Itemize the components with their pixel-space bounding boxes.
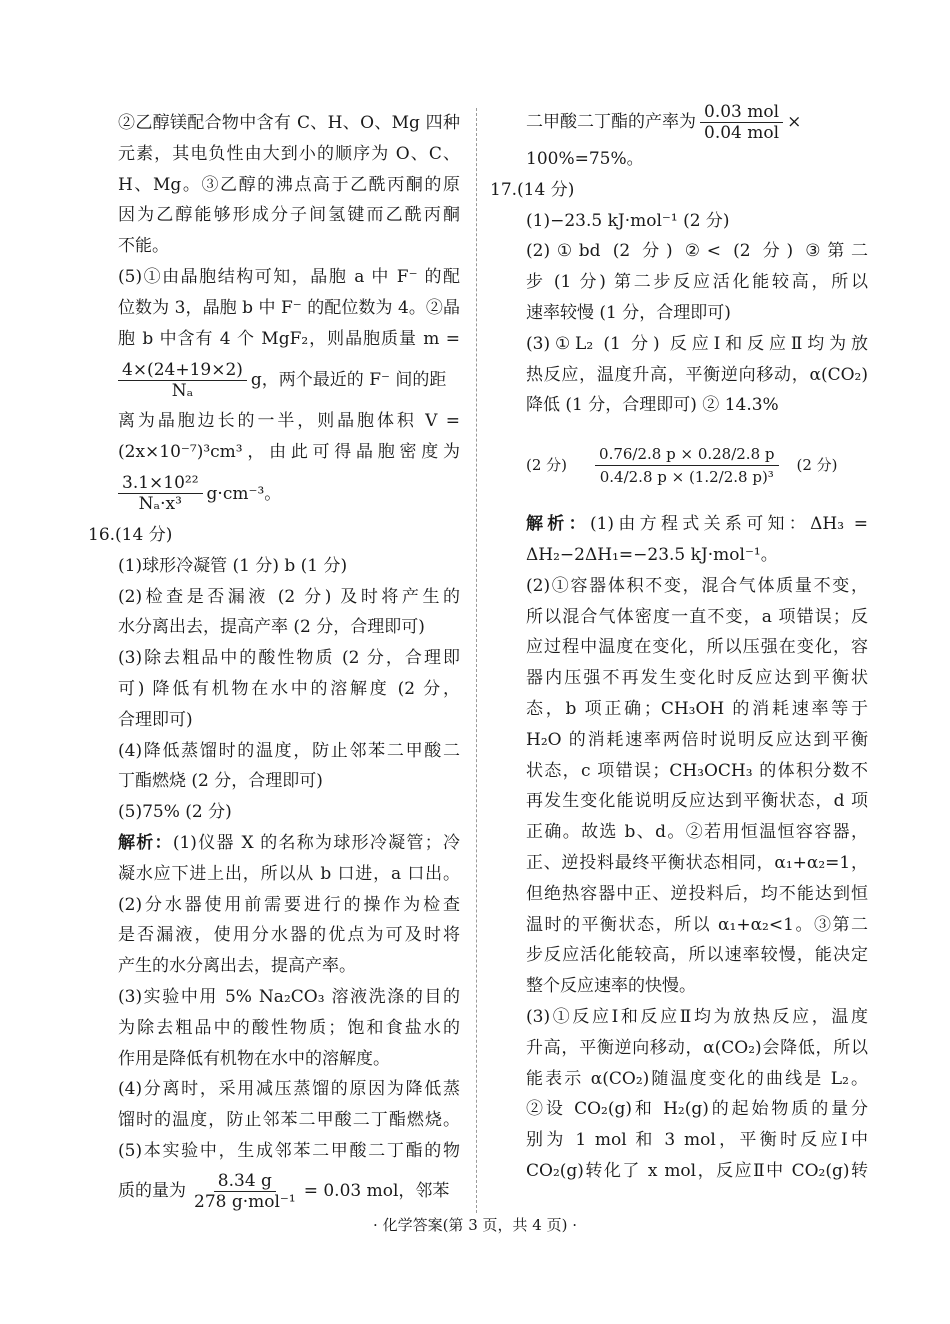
mol-denominator: 278 g·mol⁻¹: [194, 1192, 296, 1213]
analysis-line: 再发生变化能说明反应达到平衡状态，d 项: [526, 791, 868, 812]
question-16-heading: 16.(14 分): [88, 524, 173, 545]
answer-line: (1)−23.5 kJ·mol⁻¹ (2 分): [526, 210, 730, 231]
yield-numerator: 0.03 mol: [700, 102, 783, 123]
analysis-line: ②设 CO₂(g)和 H₂(g)的起始物质的量分: [526, 1099, 868, 1120]
analysis-line: 馏时的温度，防止邻苯二甲酸二丁酯燃烧。: [118, 1110, 460, 1131]
analysis-line: 能表示 α(CO₂)随温度变化的曲线是 L₂。: [526, 1068, 868, 1089]
text-line: (5)①由晶胞结构可知，晶胞 a 中 F⁻ 的配: [118, 266, 460, 287]
answer-line: (2)检查是否漏液 (2 分) 及时将产生的: [118, 586, 460, 607]
analysis-first-line: [88, 828, 460, 859]
density-denominator: Nₐ·x³: [138, 494, 182, 515]
text-line: 元素，其电负性由大到小的顺序为 O、C、: [118, 143, 460, 164]
density-fraction: [118, 473, 203, 514]
text-line: 胞 b 中含有 4 个 MgF₂，则晶胞质量 m =: [118, 328, 460, 349]
kp-fraction: [595, 443, 778, 488]
left-column: [88, 108, 460, 1217]
text-line: 离为晶胞边长的一半，则晶胞体积 V =: [118, 411, 460, 432]
analysis-line: (5)本实验中，生成邻苯二甲酸二丁酯的物: [118, 1140, 460, 1161]
analysis-line: (4)分离时，采用减压蒸馏的原因为降低蒸: [118, 1079, 460, 1100]
kp-suffix: (2 分): [796, 455, 838, 474]
kp-prefix: (2 分): [526, 455, 568, 474]
mass-numerator: 4×(24+19×2): [118, 360, 247, 381]
analysis-line: 整个反应速率的快慢。: [526, 976, 696, 997]
analysis-line: 温时的平衡状态，所以 α₁+α₂<1。③第二: [526, 914, 868, 935]
yield-head: 二甲酸二丁酯的产率为: [526, 111, 696, 132]
answer-line: 降低 (1 分，合理即可) ② 14.3%: [526, 395, 779, 416]
yield-denominator: 0.04 mol: [704, 122, 780, 143]
text-line: 位数为 3，晶胞 b 中 F⁻ 的配位数为 4。②晶: [118, 297, 460, 318]
density-numerator: 3.1×10²²: [118, 473, 203, 494]
mol-fraction: [190, 1171, 300, 1212]
analysis-text: (1)由方程式关系可知：ΔH₃ =: [589, 514, 868, 535]
question-17-heading: 17.(14 分): [490, 179, 575, 200]
text-line: 因为乙醇能够形成分子间氢键而乙酰丙酮: [118, 205, 460, 226]
kp-formula-line: [496, 421, 868, 509]
answer-line: 水分离出去，提高产率 (2 分，合理即可): [118, 617, 425, 638]
analysis-line: 凝水应下进上出，所以从 b 口进，a 口出。: [118, 863, 460, 884]
answer-line: (2)①bd (2 分) ②< (2 分) ③第二: [526, 241, 868, 262]
analysis-line: ΔH₂−2ΔH₁=−23.5 kJ·mol⁻¹。: [526, 544, 778, 565]
answer-line: 速率较慢 (1 分，合理即可): [526, 302, 731, 323]
analysis-line: 所以混合气体密度一直不变，a 项错误；反: [526, 606, 868, 627]
yield-fraction: [700, 102, 783, 143]
answer-line: (1)球形冷凝管 (1 分) b (1 分): [118, 555, 348, 576]
answer-line: (3)①L₂ (1 分) 反应Ⅰ和反应Ⅱ均为放: [526, 333, 868, 354]
text-line: H、Mg。③乙醇的沸点高于乙酰丙酮的原: [118, 174, 460, 195]
analysis-line: (2)①容器体积不变，混合气体质量不变，: [526, 575, 868, 596]
analysis-text: (1)仪器 X 的名称为球形冷凝管；冷: [172, 832, 461, 853]
answer-line: (4)降低蒸馏时的温度，防止邻苯二甲酸二: [118, 740, 460, 761]
analysis-line: 为除去粗品中的酸性物质；饱和食盐水的: [118, 1017, 460, 1038]
analysis-line: 器内压强不再发生变化时反应达到平衡状: [526, 668, 868, 689]
right-column: [490, 101, 868, 1187]
analysis-label: 解析：: [118, 832, 173, 853]
page-footer: · 化学答案(第 3 页，共 4 页) ·: [373, 1216, 577, 1234]
analysis-line: 别为 1 mol 和 3 mol，平衡时反应Ⅰ中: [526, 1130, 868, 1151]
analysis-label: 解析：: [526, 514, 590, 535]
analysis-line: (3)实验中用 5% Na₂CO₃ 溶液洗涤的目的: [118, 986, 460, 1007]
mol-numerator: 8.34 g: [214, 1171, 276, 1192]
mass-denominator: Nₐ: [171, 380, 194, 401]
analysis-line: 是否漏液，使用分水器的优点为可及时将: [118, 925, 460, 946]
text-line: 100%=75%。: [526, 149, 644, 169]
analysis-line: 正、逆投料最终平衡状态相同，α₁+α₂=1，: [526, 852, 868, 873]
analysis-line: 步反应活化能较高，所以速率较慢，能决定: [526, 945, 868, 966]
mol-head: 质的量为: [118, 1181, 186, 1202]
answer-line: 丁酯燃烧 (2 分，合理即可): [118, 771, 323, 792]
mass-fraction: [118, 360, 247, 401]
kp-denominator: 0.4/2.8 p × (1.2/2.8 p)³: [599, 467, 774, 486]
analysis-line: 升高，平衡逆向移动，α(CO₂)会降低，所以: [526, 1037, 868, 1058]
analysis-line: 但绝热容器中正、逆投料后，均不能达到恒: [526, 883, 868, 904]
analysis-line: 作用是降低有机物在水中的溶解度。: [118, 1048, 390, 1069]
mass-formula-line: [88, 354, 460, 406]
text-line: (2x×10⁻⁷)³cm³，由此可得晶胞密度为: [118, 442, 460, 463]
density-tail: g·cm⁻³。: [206, 483, 282, 504]
analysis-line: 状态，c 项错误；CH₃OCH₃ 的体积分数不: [526, 760, 868, 781]
answer-line: (3)除去粗品中的酸性物质 (2 分，合理即: [118, 648, 460, 669]
analysis-line: 态，b 项正确；CH₃OH 的消耗速率等于: [526, 698, 868, 719]
analysis-line: 应过程中温度在变化，所以压强在变化，容: [526, 637, 868, 658]
analysis-line: 正确。故选 b、d。②若用恒温恒容容器，: [526, 822, 868, 843]
text-line: ②乙醇镁配合物中含有 C、H、O、Mg 四种: [118, 113, 460, 133]
answer-line: 合理即可): [118, 709, 193, 730]
analysis-line: 产生的水分离出去，提高产率。: [118, 956, 356, 977]
analysis-first-line: [496, 509, 868, 540]
mass-tail: g，两个最近的 F⁻ 间的距: [250, 369, 447, 390]
answer-line: (5)75% (2 分): [118, 802, 232, 823]
analysis-line: (2)分水器使用前需要进行的操作为检查: [118, 894, 460, 915]
analysis-line: CO₂(g)转化了 x mol，反应Ⅱ中 CO₂(g)转: [526, 1160, 868, 1181]
yield-formula-line: [496, 100, 868, 144]
column-divider: [476, 108, 477, 1213]
analysis-line: H₂O 的消耗速率两倍时说明反应达到平衡: [526, 729, 868, 750]
answer-line: 热反应，温度升高，平衡逆向移动，α(CO₂): [526, 364, 868, 385]
answer-line: 可) 降低有机物在水中的溶解度 (2 分，: [118, 678, 460, 699]
text-line: 不能。: [118, 236, 169, 257]
analysis-line: (3)①反应Ⅰ和反应Ⅱ均为放热反应，温度: [526, 1006, 868, 1027]
mol-tail: = 0.03 mol，邻苯: [303, 1181, 450, 1202]
density-formula-line: [88, 468, 460, 520]
mol-formula-line: [88, 1167, 460, 1217]
answer-line: 步 (1 分) 第二步反应活化能较高，所以: [526, 272, 868, 293]
yield-tail: ×: [787, 111, 802, 132]
kp-numerator: 0.76/2.8 p × 0.28/2.8 p: [595, 443, 778, 466]
